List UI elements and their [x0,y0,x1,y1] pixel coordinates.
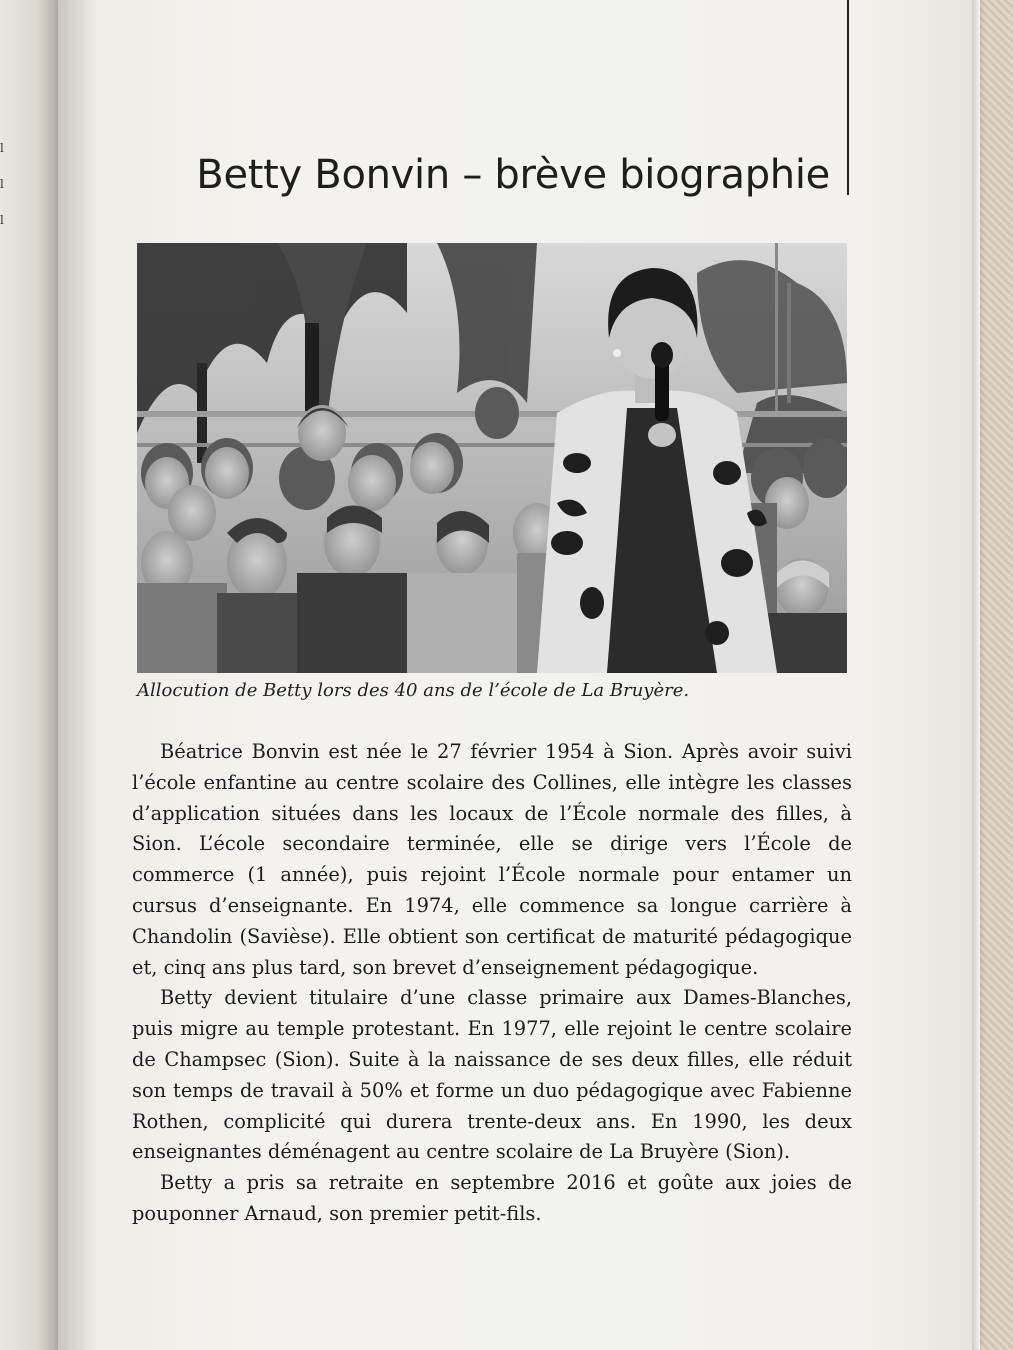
photo-caption: Allocution de Betty lors des 40 ans de l’école de La Bruyère. [137,680,690,701]
previous-page-text [0,130,12,238]
paragraph-retirement: Betty a pris sa retraite en septembre 2016 et goûte aux joies de pouponner Arnaud, son premier petit-fils. [132,1171,852,1225]
photo-illustration [137,243,847,673]
previous-page-mark: l [0,213,4,227]
photo [137,243,847,673]
previous-page-edge [0,0,62,1350]
previous-page-mark: l [0,141,4,155]
paragraph-career: Betty devient titulaire d’une classe primaire aux Dames-Blanches, puis migre au temple protestant. En 1977, elle rejoint le centre scolaire de Champsec (Sion). Suite à la naissance de ses deux filles, elle réduit son temps de travail à 50% et forme un duo pédagogique avec Fabienne Rothen, complicité qui durera trente-deux ans. En 1990, les deux enseignantes déménagent au centre scolaire de La Bruyère (Sion). [132,986,852,1164]
page-edge [972,0,980,1350]
biography-text [132,737,852,1230]
paragraph-birth-and-education: Béatrice Bonvin est née le 27 février 1954 à Sion. Après avoir suivi l’école enfantine au centre scolaire des Collines, elle intègre les classes d’application situées dans les locaux de l’École normale des filles, à Sion. L’école secondaire terminée, elle se dirige vers l’École de commerce (1 année), puis rejoint l’École normale pour entamer un cursus d’enseignante. En 1974, elle commence sa longue carrière à Chandolin (Savièse). Elle obtient son certificat de maturité pédagogique et, cinq ans plus tard, son brevet d’enseignement pédagogique. [132,740,852,979]
header-vertical-rule [847,0,849,195]
page-title: Betty Bonvin – brève biographie [196,152,830,198]
previous-page-mark: l [0,177,4,191]
